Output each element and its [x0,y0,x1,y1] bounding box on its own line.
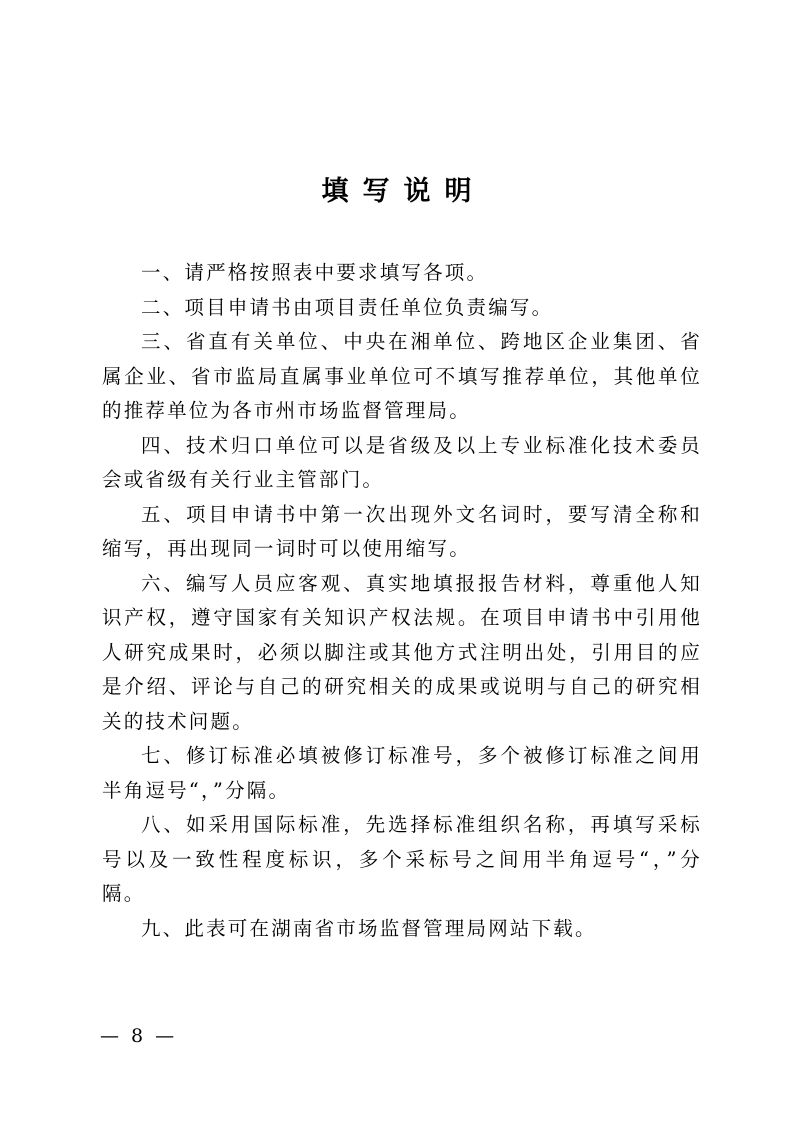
instruction-item-2: 二、项目申请书由项目责任单位负责编写。 [141,295,554,319]
instruction-item-1: 一、请严格按照表中要求填写各项。 [141,261,489,284]
instruction-item-3: 三、省直有关单位、中央在湘单位、跨地区企业集团、省属企业、省市监局直属事业单位可不填写推荐单位，其他单位的推荐单位为各市州市场监督管理局。 [102,330,702,422]
instruction-item-6: 六、编写人员应客观、真实地填报报告材料，尊重他人知识产权，遵守国家有关知识产权法规。在项目申请书中引用他人研究成果时，必须以脚注或其他方式注明出处，引用目的应是介绍、评论与自己的研究相关的成果或说明与自己的研究相关的技术问题。 [102,571,702,733]
instructions-body [102,256,702,946]
instruction-item-7: 七、修订标准必填被修订标准号，多个被修订标准之间用半角逗号“，”分隔。 [102,744,702,802]
instruction-item-5: 五、项目申请书中第一次出现外文名词时，要写清全称和缩写，再出现同一词时可以使用缩写。 [102,502,702,560]
instruction-item-4: 四、技术归口单位可以是省级及以上专业标准化技术委员会或省级有关行业主管部门。 [102,433,702,491]
page-title: 填写说明 [321,176,486,207]
page-number: — 8 — [100,1025,178,1047]
instruction-item-9: 九、此表可在湖南省市场监督管理局网站下载。 [141,916,597,940]
instruction-item-8: 八、如采用国际标准，先选择标准组织名称，再填写采标号以及一致性程度标识，多个采标号之间用半角逗号“，”分隔。 [102,813,702,905]
